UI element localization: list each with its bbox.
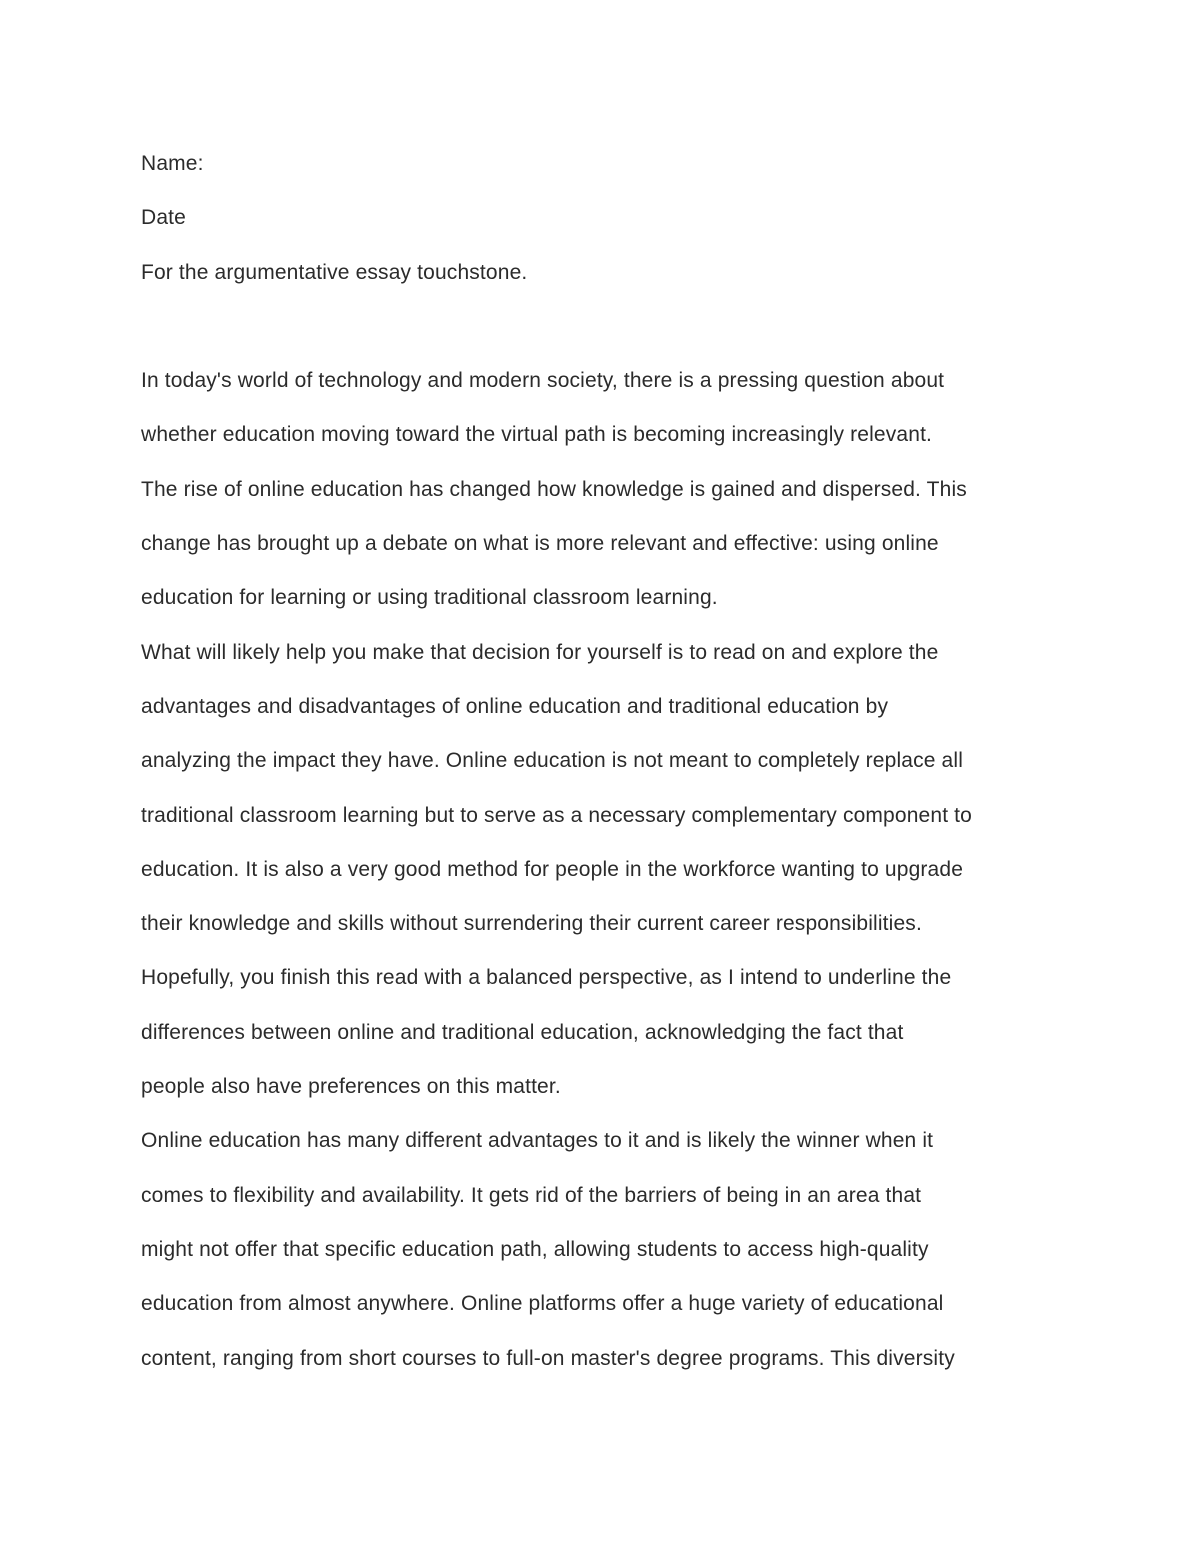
assignment-line: For the argumentative essay touchstone. — [141, 260, 528, 284]
blank-line — [141, 300, 1071, 354]
text-line: education. It is also a very good method for people in the workforce wanting to upgrade — [141, 857, 964, 881]
text-line: analyzing the impact they have. Online education is not meant to completely replace all — [141, 749, 964, 773]
text-line: What will likely help you make that decision for yourself is to read on and explore the — [141, 640, 939, 664]
paragraph-advantages — [141, 1114, 1071, 1385]
text-line: advantages and disadvantages of online education and traditional education by — [141, 694, 889, 718]
text-line: whether education moving toward the virtual path is becoming increasingly relevant. — [141, 423, 933, 447]
text-line: differences between online and traditional education, acknowledging the fact that — [141, 1020, 904, 1044]
text-line: education for learning or using traditional classroom learning. — [141, 586, 718, 610]
text-line: Online education has many different advantages to it and is likely the winner when it — [141, 1129, 934, 1153]
document-body — [141, 137, 1071, 1386]
text-line: comes to flexibility and availability. It gets rid of the barriers of being in an area that — [141, 1183, 922, 1207]
paragraph-intro — [141, 354, 1071, 625]
name-label: Name: — [141, 152, 204, 175]
text-line: In today's world of technology and modern society, there is a pressing question about — [141, 369, 945, 393]
text-line: their knowledge and skills without surrendering their current career responsibilities. — [141, 912, 922, 936]
text-line: traditional classroom learning but to serve as a necessary complementary component to — [141, 803, 972, 827]
date-label: Date — [141, 206, 186, 230]
text-line: change has brought up a debate on what is more relevant and effective: using online — [141, 532, 939, 556]
text-line: education from almost anywhere. Online platforms offer a huge variety of educational — [141, 1292, 944, 1316]
text-line: The rise of online education has changed how knowledge is gained and dispersed. This — [141, 477, 967, 501]
text-line: content, ranging from short courses to full-on master's degree programs. This diversity — [141, 1346, 955, 1370]
text-line: Hopefully, you finish this read with a balanced perspective, as I intend to underline the — [141, 966, 952, 990]
text-line: people also have preferences on this matter. — [141, 1075, 561, 1099]
paragraph-perspective — [141, 626, 1071, 1115]
text-line: might not offer that specific education path, allowing students to access high-quality — [141, 1237, 929, 1261]
